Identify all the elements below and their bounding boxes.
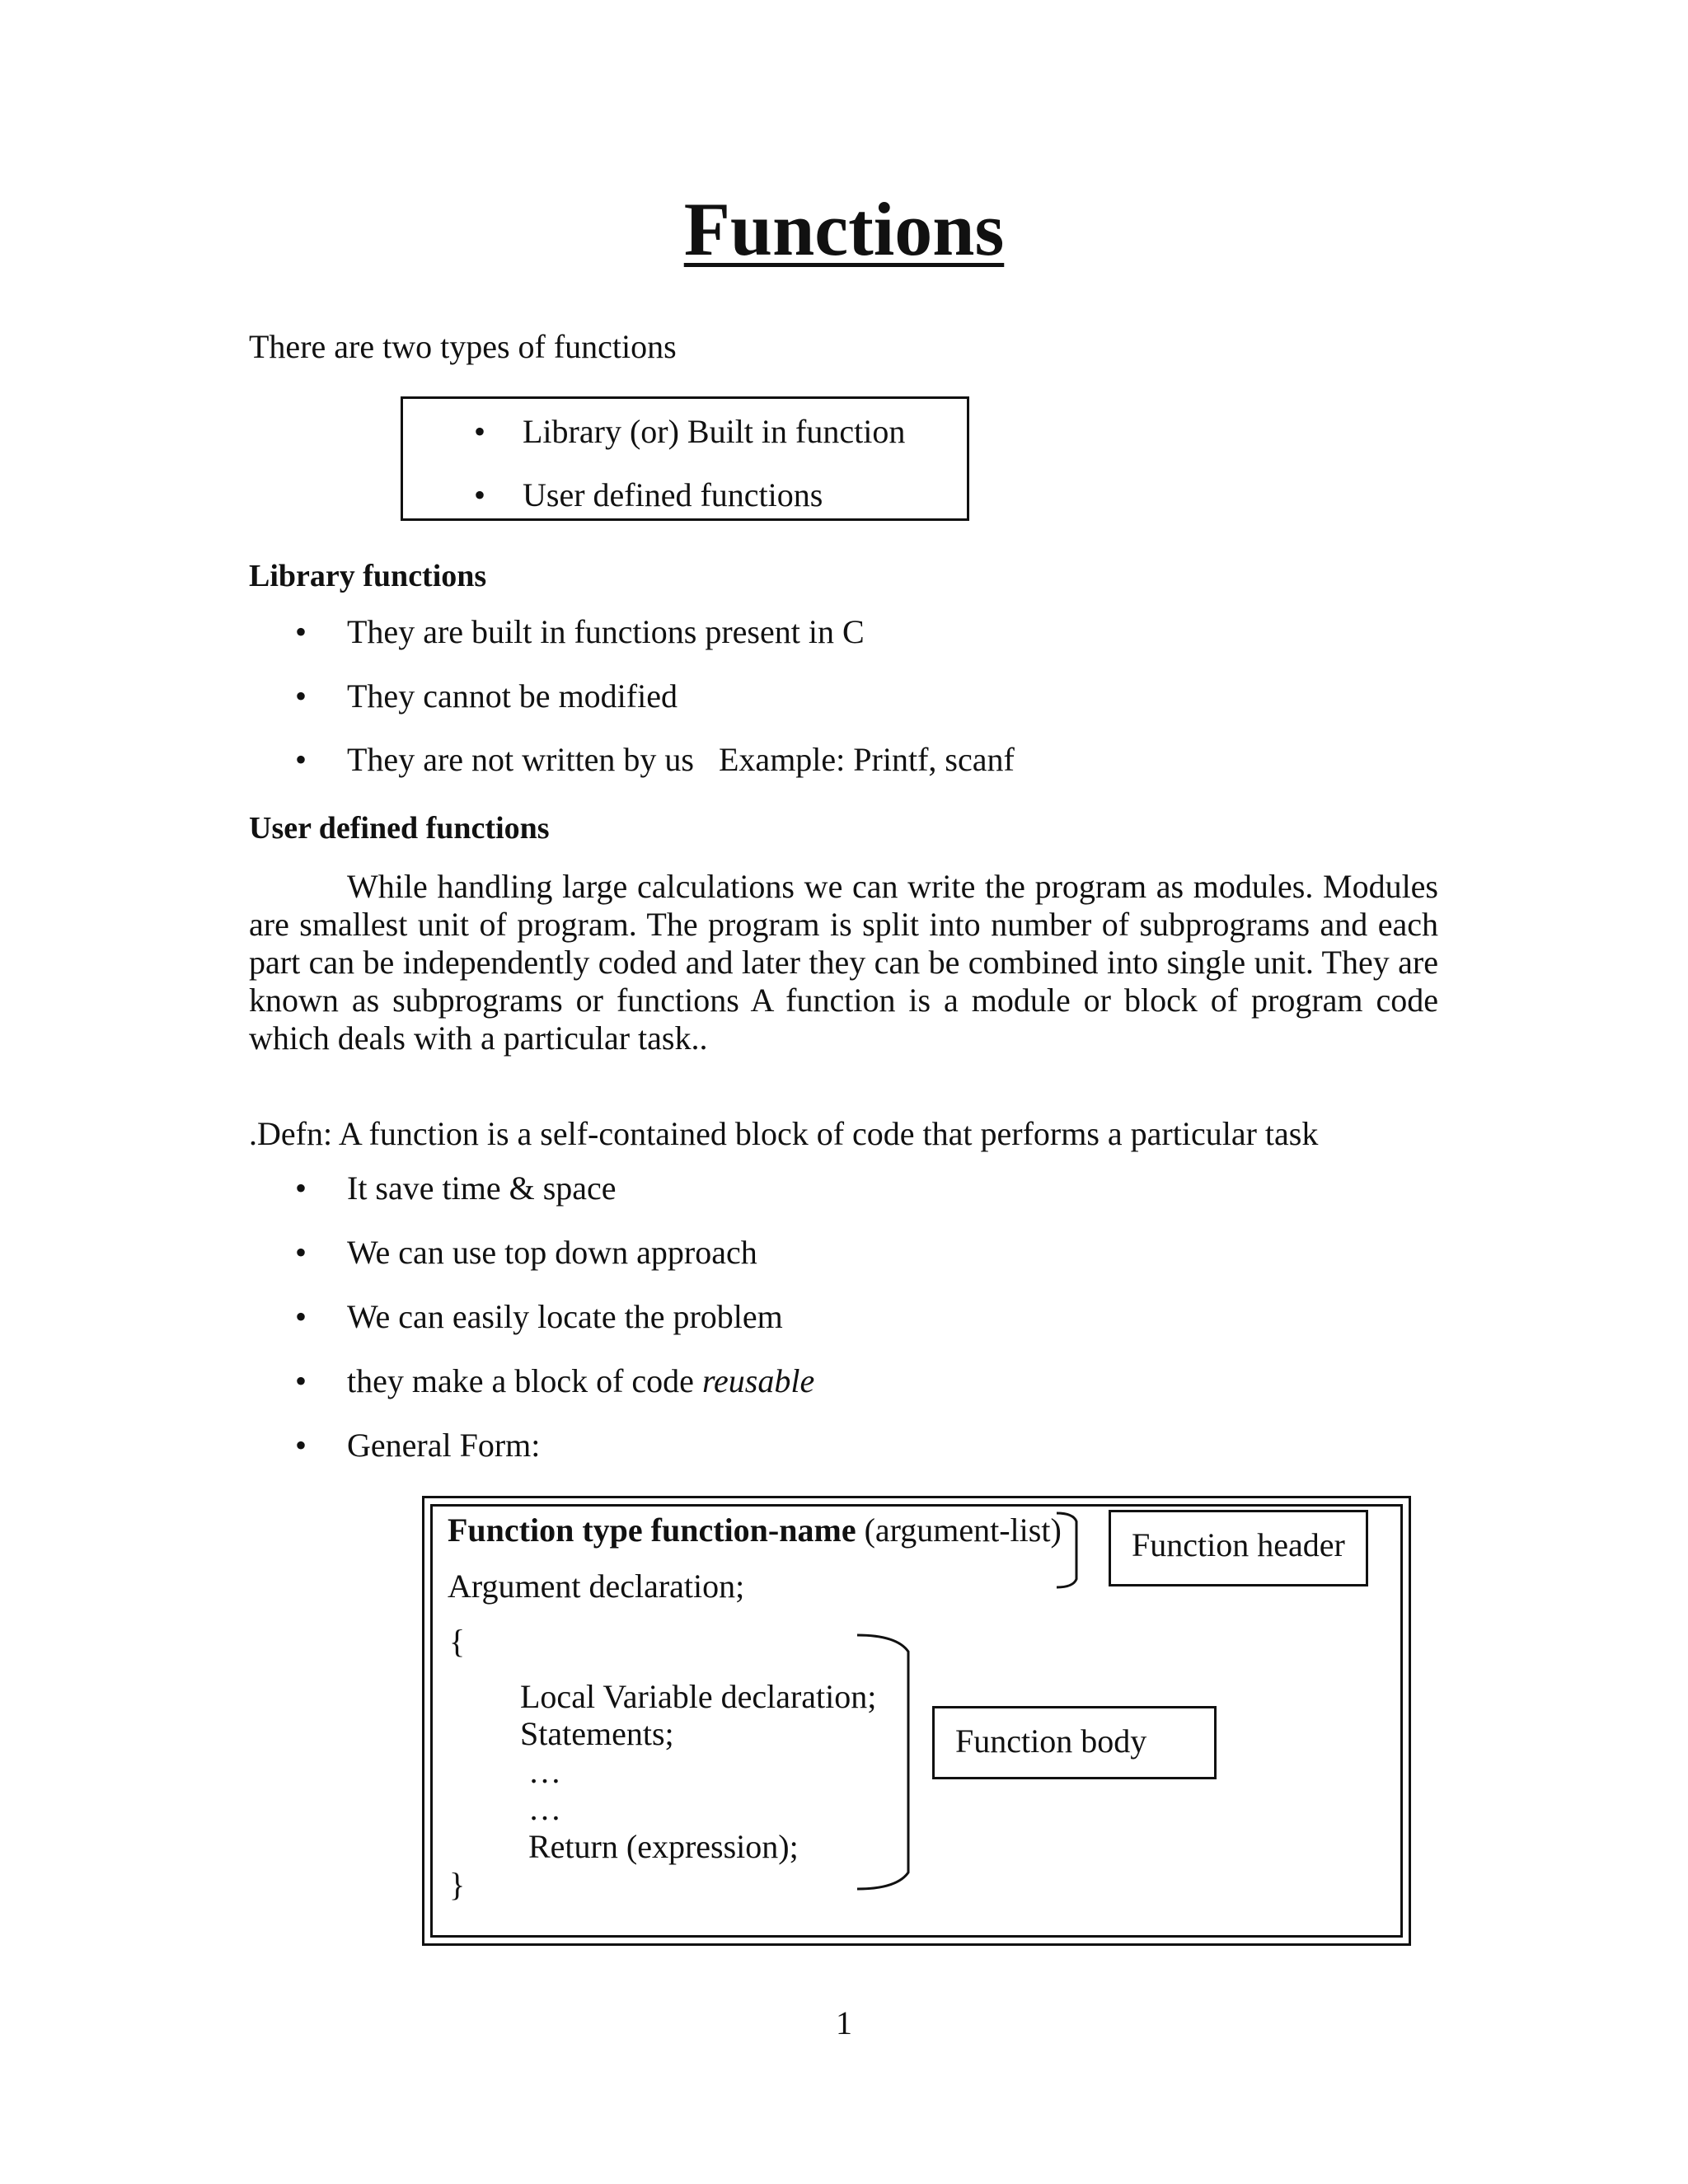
- reusable-emphasis: reusable: [701, 1362, 815, 1399]
- bullet-icon: •: [295, 677, 307, 715]
- ellipsis-line: …: [528, 1790, 561, 1827]
- bullet-icon: •: [295, 1234, 307, 1271]
- function-header-line: Function type function-name (argument-list): [448, 1511, 1062, 1549]
- close-brace: }: [449, 1866, 466, 1903]
- bullet-icon: •: [295, 741, 307, 778]
- return-line: Return (expression);: [528, 1828, 799, 1865]
- header-bracket: [1055, 1510, 1088, 1592]
- statements-line: Statements;: [520, 1715, 674, 1752]
- bullet-icon: •: [295, 1427, 307, 1464]
- bullet-icon: •: [295, 1298, 307, 1335]
- function-types-box: • Library (or) Built in function • User defined functions: [401, 396, 969, 521]
- page-title: Functions: [683, 187, 1005, 271]
- open-brace: {: [449, 1623, 466, 1660]
- local-variable-line: Local Variable declaration;: [520, 1678, 877, 1715]
- bullet-icon: •: [295, 613, 307, 650]
- bullet-icon: •: [295, 1169, 307, 1207]
- bullet-icon: •: [474, 413, 486, 450]
- library-functions-heading: Library functions: [249, 559, 487, 593]
- intro-text: There are two types of functions: [249, 328, 677, 365]
- user-defined-functions-heading: User defined functions: [249, 811, 550, 846]
- bullet-icon: •: [474, 476, 486, 513]
- body-bracket: [856, 1632, 913, 1892]
- ellipsis-line: …: [528, 1753, 561, 1790]
- document-page: Functions There are two types of functions • Library (or) Built in function • User defined functions Library functions • They are built in functions present in C • They cannot be modified • They are not written by us Example: Printf, scanf User defined functions While handling large calculations we can write the program as modules. Modules are smallest unit of program. The program is split into number of subprograms and each part can be independently coded and later they can be combined into single unit. They are known as subprograms or functions A function is a module or block of program code which deals with a particular task.. .Defn: A function is a self-contained block of code that performs a particular task • It save time & space • We can use top down approach • We can easily locate the problem • they make a block of code reusable • General Form: Function type function-name (argument-list) Argument declaration; { Local Variable declaration; Statements; … … Return (expression); } Function header Function body 1: [0, 0, 1688, 2184]
- page-number: 1: [836, 2004, 852, 2041]
- argument-declaration-line: Argument declaration;: [448, 1568, 745, 1605]
- header-bracket-path: [1057, 1513, 1076, 1587]
- body-bracket-path: [857, 1635, 908, 1889]
- bullet-icon: •: [295, 1362, 307, 1399]
- definition-text: .Defn: A function is a self-contained block of code that performs a particular task: [249, 1115, 1319, 1152]
- function-header-label: Function header: [1109, 1510, 1368, 1586]
- example-text: Example: Printf, scanf: [719, 741, 1015, 778]
- function-body-label: Function body: [932, 1706, 1217, 1779]
- user-defined-paragraph: While handling large calculations we can write the program as modules. Modules are smallest unit of program. The program is split into number of subprograms and each part can be independently coded and later they can be combined into single unit. They are known as subprograms or functions A function is a module or block of program code which deals with a particular task..: [249, 868, 1438, 1057]
